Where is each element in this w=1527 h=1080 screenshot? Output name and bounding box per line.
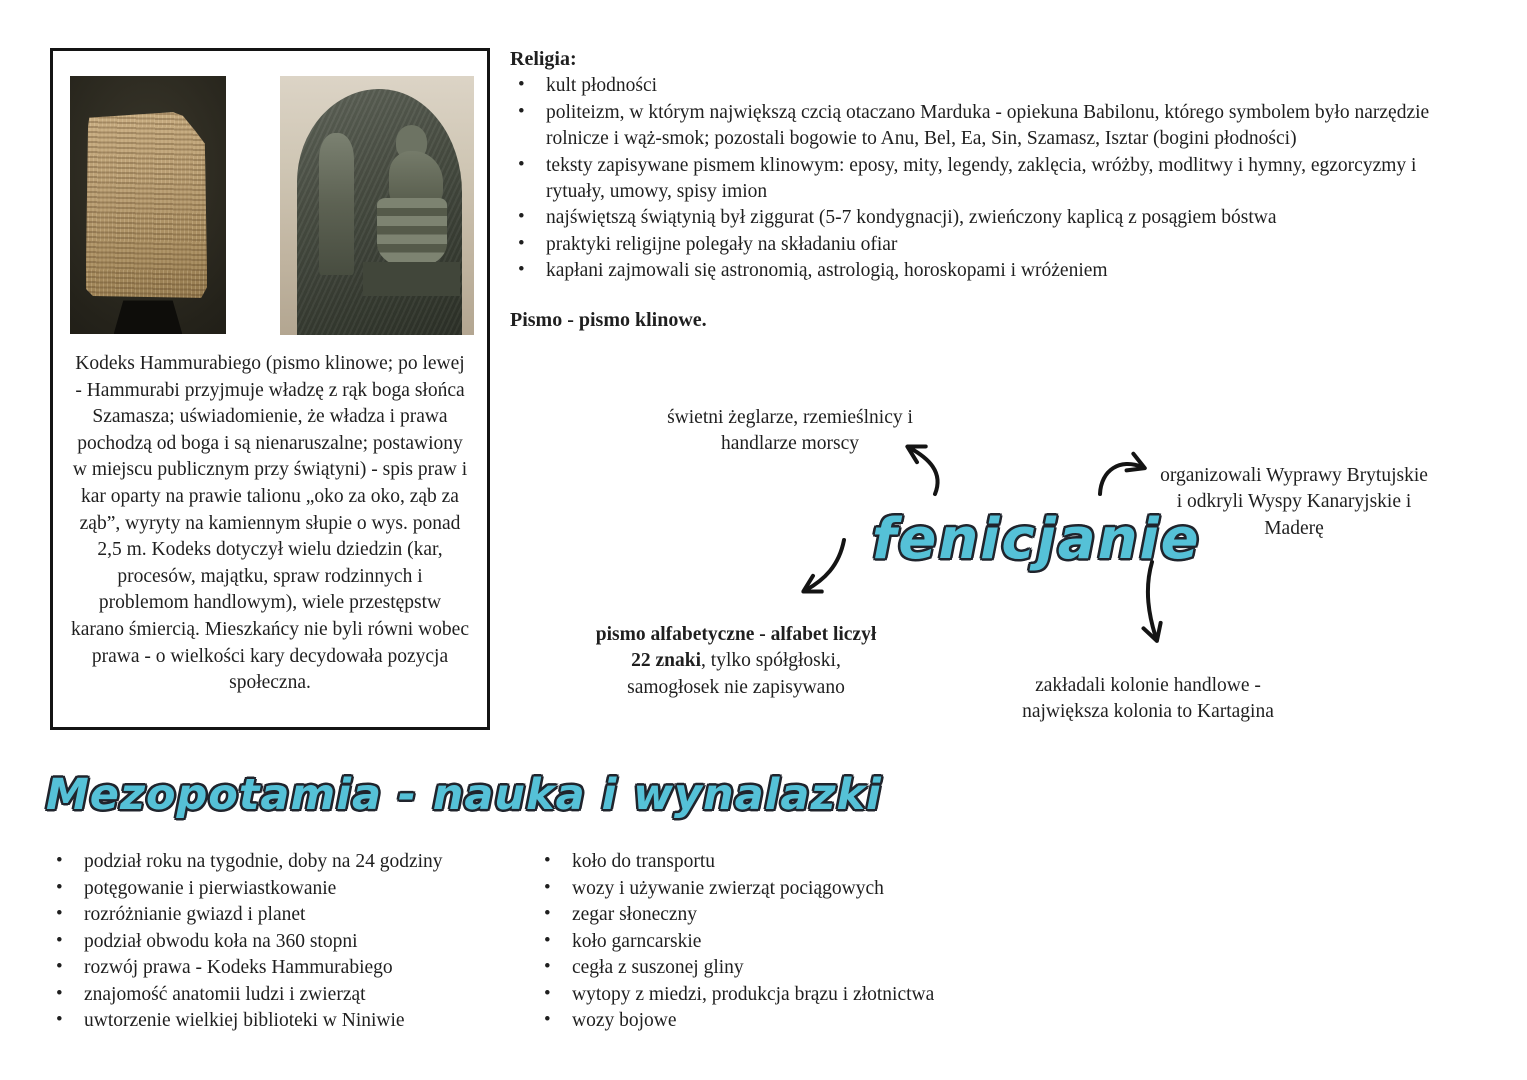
- arrow-up-right-icon: [1100, 464, 1142, 494]
- science-list-left: [48, 849, 530, 1035]
- list-item: • najświętszą świątynią był ziggurat (5-7 kondygnacji), zwieńczony kaplicą z posągiem bóstwa: [510, 205, 1465, 231]
- list-item: • praktyki religijne polegały na składaniu ofiar: [510, 232, 1465, 258]
- list-item: • podział roku na tygodnie, doby na 24 godziny: [48, 849, 530, 876]
- list-item: • cegła z suszonej gliny: [536, 955, 1006, 982]
- list-item: • kapłani zajmowali się astronomią, astrologią, horoskopami i wróżeniem: [510, 258, 1465, 284]
- list-item: • kult płodności: [510, 73, 1465, 99]
- seated-figure-skirt-shape: [377, 198, 447, 268]
- list-item: • rozróżnianie gwiazd i planet: [48, 902, 530, 929]
- arrow-down-left-icon: [806, 540, 844, 590]
- hammurabi-stele-photo: [280, 76, 474, 335]
- mindmap-node-expeditions: organizowali Wyprawy Brytujskie i odkryli Wyspy Kanaryjskie i Maderę: [1160, 465, 1428, 539]
- list-item: • podział obwodu koła na 360 stopni: [48, 929, 530, 956]
- list-item: • potęgowanie i pierwiastkowanie: [48, 876, 530, 903]
- writing-note: Pismo - pismo klinowe.: [510, 308, 707, 331]
- cuneiform-tablet-photo: [70, 76, 226, 334]
- list-item: • wytopy z miedzi, produkcja brązu i złotnictwa: [536, 982, 1006, 1009]
- photo-caption: Kodeks Hammurabiego (pismo klinowe; po lewej - Hammurabi przyjmuje władzę z rąk boga słońca Szamasza; uświadomienie, że władza i prawa pochodzą od boga i są nienaruszalne; postawiony w miejscu publicznym przy świątyni) - spis praw i kar oparty na prawie talionu „oko za oko, ząb za ząb”, wyryty na kamiennym słupie o wys. ponad 2,5 m. Kodeks dotyczył wielu dziedzin (kar, procesów, majątku, spraw rodzinnych i problemom handlowym), wiele przestępstw karano śmiercią. Mieszkańcy nie byli równi wobec prawa - o wielkości kary decydowała pozycja społeczna.: [71, 353, 469, 694]
- religion-list: [510, 73, 1465, 284]
- list-item: • koło do transportu: [536, 849, 1006, 876]
- list-item: • znajomość anatomii ludzi i zwierząt: [48, 982, 530, 1009]
- science-list-right: [536, 849, 1006, 1035]
- list-item: • wozy bojowe: [536, 1008, 1006, 1035]
- list-item: • uwtorzenie wielkiej biblioteki w Niniwie: [48, 1008, 530, 1035]
- list-item: • koło garncarskie: [536, 929, 1006, 956]
- tablet-stand-shape: [114, 300, 183, 334]
- clay-tablet-shape: [86, 112, 208, 298]
- mindmap-center-fenicjanie: fenicjanie: [872, 507, 1201, 572]
- mindmap-node-alphabet: [585, 622, 887, 701]
- mindmap-alphabet-regular-text: , tylko spółgłoski, samogłosek nie zapisywano: [627, 650, 845, 698]
- mindmap-alphabet-bold-text: pismo alfabetyczne - alfabet liczył 22 znaki: [595, 624, 877, 672]
- mindmap-node-sailors: świetni żeglarze, rzemieślnicy i handlarze morscy: [667, 407, 913, 455]
- list-item: • teksty zapisywane pismem klinowym: eposy, mity, legendy, zaklęcia, wróżby, modlitwy i hymny, egzorcyzmy i rytuały, umowy, spisy imion: [510, 153, 1465, 206]
- religion-section: [510, 46, 1465, 333]
- religion-title: Religia:: [510, 48, 577, 70]
- list-item: • wozy i używanie zwierząt pociągowych: [536, 876, 1006, 903]
- list-item: • politeizm, w którym największą czcią otaczano Marduka - opiekuna Babilonu, którego symbolem było narzędzie rolnicze i wąż-smok; pozostali bogowie to Anu, Bel, Ea, Sin, Szamasz, Isztar (bogini płodności): [510, 100, 1465, 153]
- list-item: • rozwój prawa - Kodeks Hammurabiego: [48, 955, 530, 982]
- science-section-title: Mezopotamia - nauka i wynalazki: [46, 770, 882, 820]
- mindmap-node-colonies: zakładali kolonie handlowe - największa kolonia to Kartagina: [1022, 675, 1274, 723]
- list-item: • zegar słoneczny: [536, 902, 1006, 929]
- throne-base-shape: [363, 262, 460, 296]
- standing-figure-shape: [319, 133, 354, 275]
- hammurabi-photo-panel: [50, 48, 490, 730]
